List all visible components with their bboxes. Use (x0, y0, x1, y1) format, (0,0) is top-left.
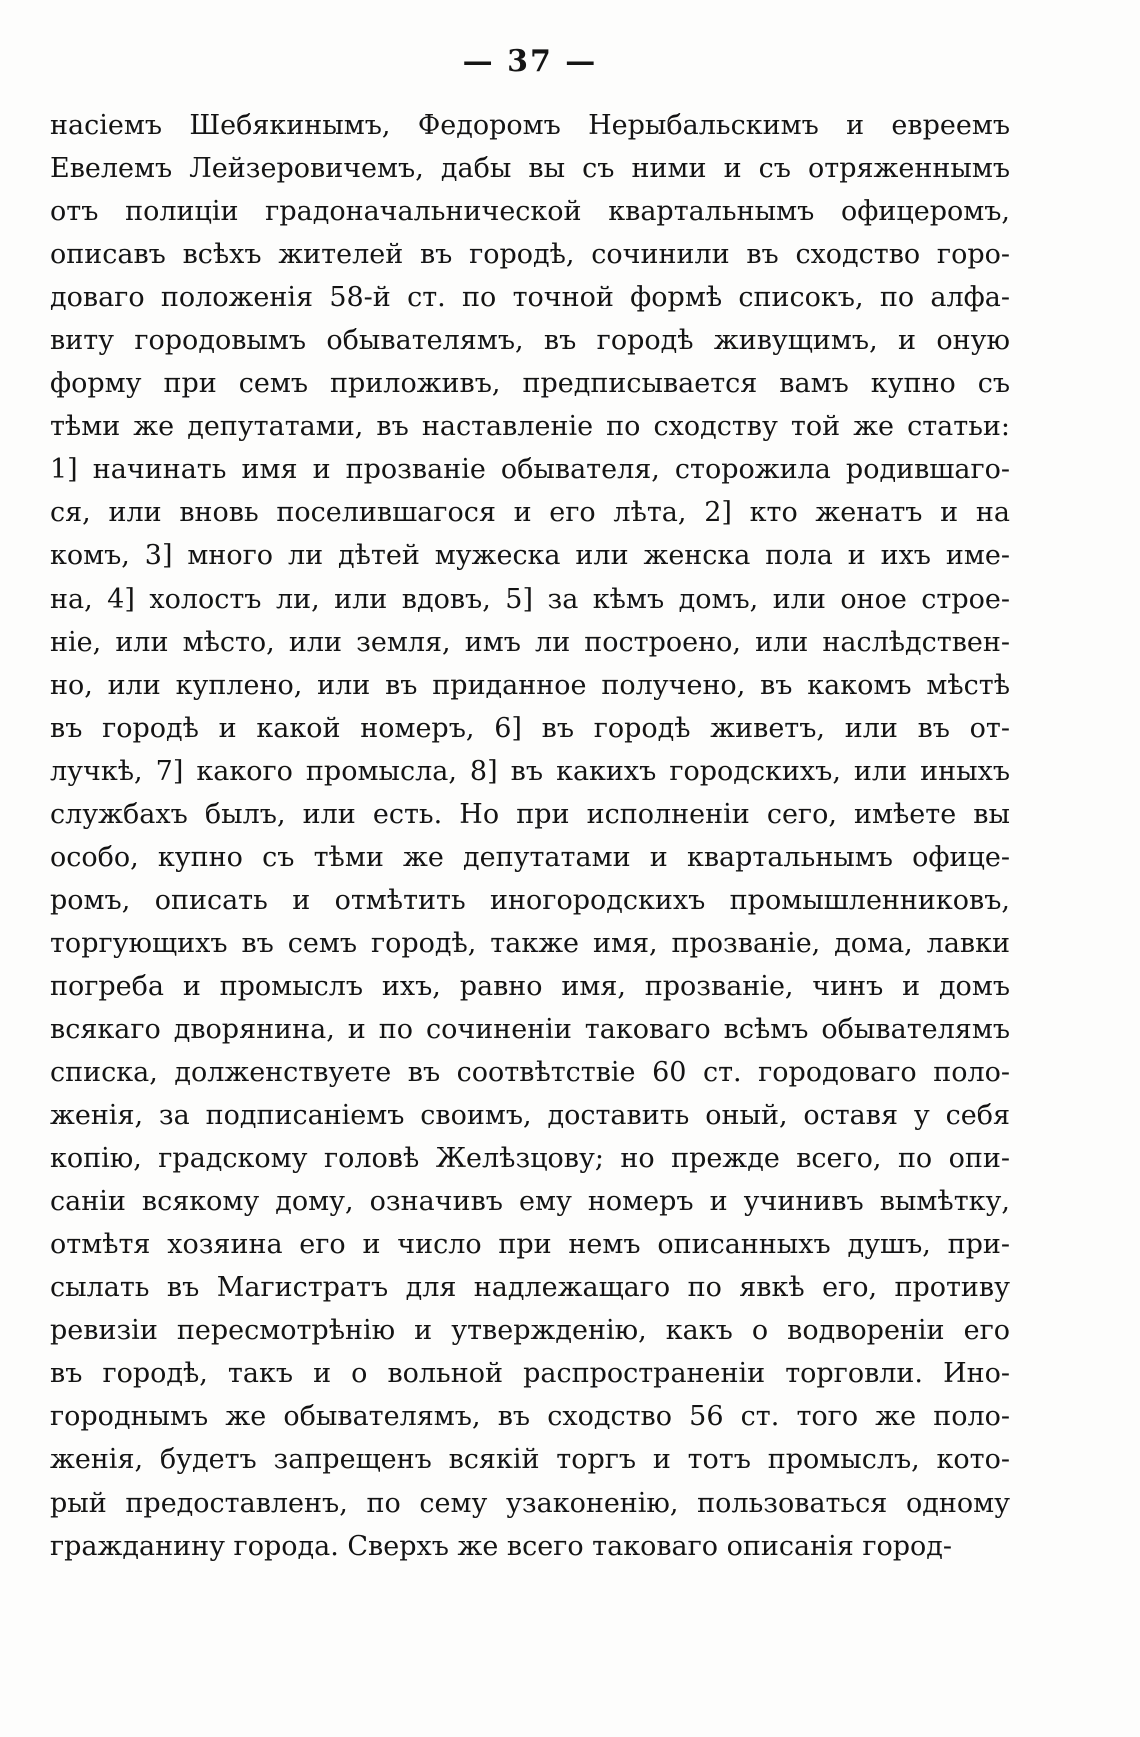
text-line: доваго положенія 58-й ст. по точной формѣ списокъ, по алфа- (50, 282, 1010, 314)
text-line: погреба и промыслъ ихъ, равно имя, прозваніе, чинъ и домъ (50, 970, 1010, 1002)
text-line: тѣми же депутатами, въ наставленіе по сходству той же статьи: (50, 411, 1010, 443)
text-line: службахъ былъ, или есть. Но при исполненіи сего, имѣете вы (50, 798, 1010, 830)
text-line: рый предоставленъ, по сему узаконенію, пользоваться одному (50, 1487, 1010, 1519)
text-line: отмѣтя хозяина его и число при немъ описанныхъ душъ, при- (50, 1229, 1010, 1261)
text-line: въ городѣ и какой номеръ, 6] въ городѣ живетъ, или въ от- (50, 712, 1010, 744)
text-line: всякаго дворянина, и по сочиненіи таковаго всѣмъ обывателямъ (50, 1013, 1010, 1045)
text-line: женія, будетъ запрещенъ всякій торгъ и тотъ промыслъ, кото- (50, 1444, 1010, 1476)
text-line: насіемъ Шебякинымъ, Федоромъ Нерыбальскимъ и евреемъ (50, 110, 1010, 141)
text-line: Евелемъ Лейзеровичемъ, дабы вы съ ними и съ отряженнымъ (50, 153, 1010, 185)
text-line: виту городовымъ обывателямъ, въ городѣ живущимъ, и оную (50, 325, 1010, 357)
text-line: особо, купно съ тѣми же депутатами и квартальнымъ офице- (50, 841, 1010, 873)
text-line: городнымъ же обывателямъ, въ сходство 56 ст. того же поло- (50, 1401, 1010, 1433)
text-line: копію, градскому головѣ Желѣзцову; но прежде всего, по опи- (50, 1143, 1010, 1175)
text-line: на, 4] холостъ ли, или вдовъ, 5] за кѣмъ домъ, или оное строе- (50, 583, 1010, 615)
text-line: женія, за подписаніемъ своимъ, доставить оный, оставя у себя (50, 1100, 1010, 1132)
text-line: отъ полиціи градоначальнической квартальнымъ офицеромъ, (50, 196, 1010, 228)
text-line: ніе, или мѣсто, или земля, имъ ли построено, или наслѣдствен- (50, 626, 1010, 658)
text-line: описавъ всѣхъ жителей въ городѣ, сочинили въ сходство горо- (50, 239, 1010, 271)
page-number: — 37 — (462, 44, 598, 79)
text-line: саніи всякому дому, означивъ ему номеръ и учинивъ вымѣтку, (50, 1186, 1010, 1218)
text-line: гражданину города. Сверхъ же всего таковаго описанія город- (50, 1530, 953, 1562)
text-line: форму при семъ приложивъ, предписывается вамъ купно съ (50, 368, 1010, 400)
text-line: торгующихъ въ семъ городѣ, также имя, прозваніе, дома, лавки (50, 927, 1010, 959)
text-line: сылать въ Магистратъ для надлежащаго по явкѣ его, противу (50, 1272, 1010, 1304)
text-line: въ городѣ, такъ и о вольной распространеніи торговли. Ино- (50, 1358, 1010, 1390)
text-line: но, или куплено, или въ приданное получено, въ какомъ мѣстѣ (50, 669, 1010, 701)
text-line: ромъ, описать и отмѣтить иногородскихъ промышленниковъ, (50, 884, 1010, 916)
text-line: лучкѣ, 7] какого промысла, 8] въ какихъ городскихъ, или иныхъ (50, 755, 1010, 787)
body-text (50, 104, 1010, 1568)
text-line: ревизіи пересмотрѣнію и утвержденію, какъ о водвореніи его (50, 1315, 1010, 1347)
text-line: комъ, 3] много ли дѣтей мужеска или женска пола и ихъ име- (50, 540, 1010, 572)
text-line: ся, или вновь поселившагося и его лѣта, 2] кто женатъ и на (50, 497, 1010, 529)
text-line: списка, долженствуете въ соотвѣтствіе 60 ст. городоваго поло- (50, 1057, 1010, 1089)
text-line: 1] начинать имя и прозваніе обывателя, сторожила родившаго- (50, 454, 1010, 486)
